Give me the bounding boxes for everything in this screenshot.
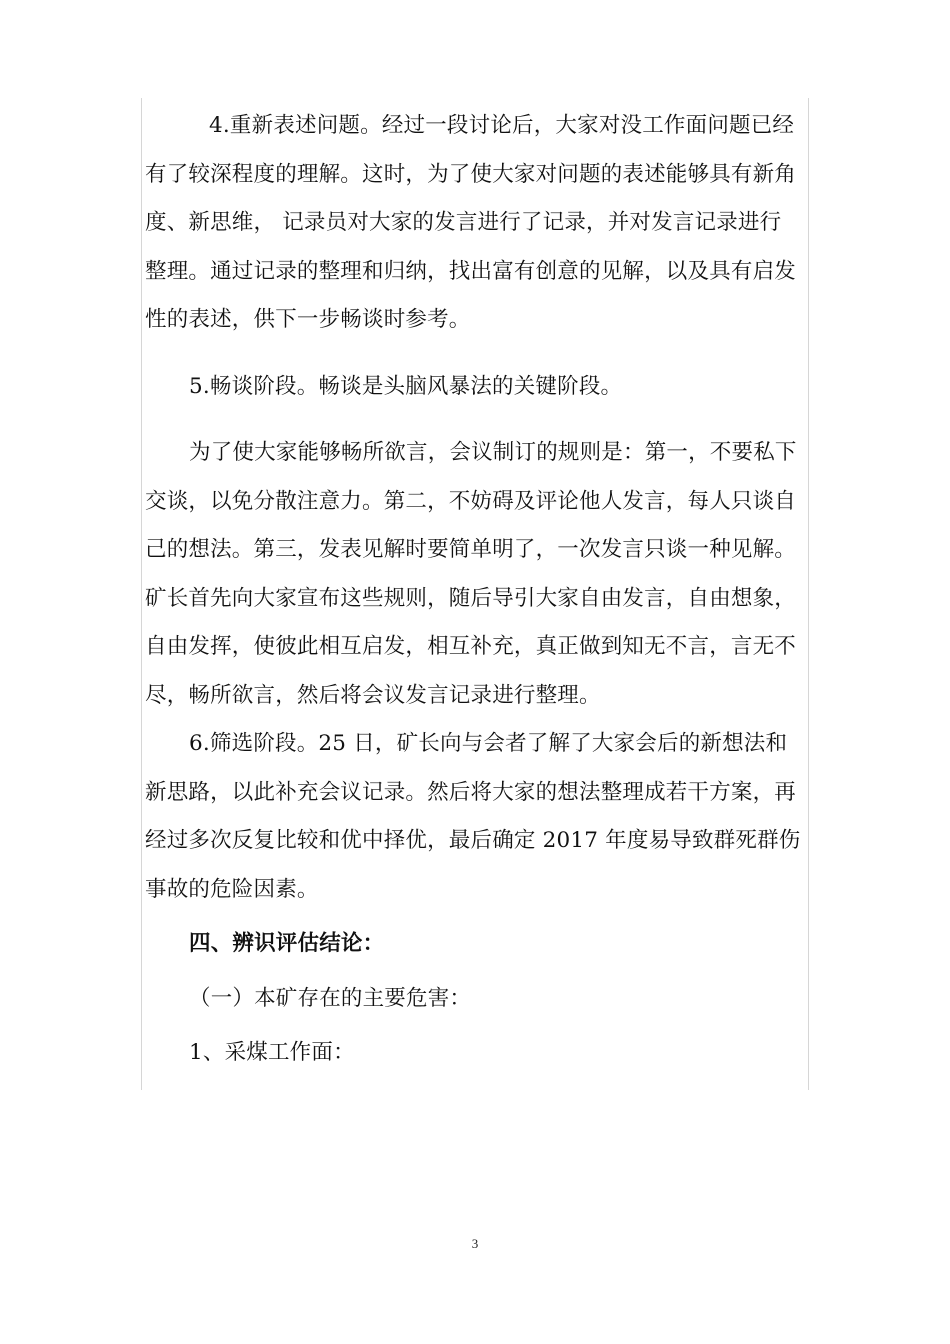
item-heading: [145, 1029, 815, 1078]
text-line: 己的想法。第三，发表见解时要简单明了，一次发言只谈一种见解。: [145, 537, 797, 562]
text-line: 有了较深程度的理解。这时，为了使大家对问题的表述能够具有新角: [145, 161, 797, 187]
text-line: 经过多次反复比较和优中择优，最后确定 2017 年度易导致群死群伤: [145, 828, 801, 853]
item-heading-text: 1、采煤工作面：: [189, 1040, 355, 1065]
text-line: 5.畅谈阶段。畅谈是头脑风暴法的关键阶段。: [189, 373, 623, 399]
paragraph-restate-problem: [145, 102, 815, 345]
text-line: 为了使大家能够畅所欲言，会议制订的规则是：第一，不要私下: [189, 440, 797, 465]
text-line: 6.筛选阶段。25 日，矿长向与会者了解了大家会后的新想法和: [189, 731, 788, 756]
text-line: 性的表述，供下一步畅谈时参考。: [145, 307, 471, 332]
text-line: 度、新思维， 记录员对大家的发言进行了记录，并对发言记录进行: [145, 210, 782, 235]
text-line: 整理。通过记录的整理和归纳，找出富有创意的见解，以及具有启发: [145, 258, 797, 284]
section-heading-text: 四、辨识评估结论：: [189, 931, 385, 956]
document-body: [145, 102, 815, 1078]
text-line: 矿长首先向大家宣布这些规则，随后导引大家自由发言，自由想象，: [145, 585, 797, 611]
paragraph-discussion-stage: [145, 363, 815, 412]
page-border-left: [141, 98, 142, 1090]
text-line: 4.重新表述问题。经过一段讨论后，大家对没工作面问题已经: [209, 113, 795, 138]
paragraph-spacer: [145, 345, 815, 363]
text-line: 交谈，以免分散注意力。第二，不妨碍及评论他人发言，每人只谈自: [145, 488, 797, 514]
text-line: 尽，畅所欲言，然后将会议发言记录进行整理。: [145, 682, 601, 708]
paragraph-meeting-rules: [145, 429, 815, 720]
section-heading: [145, 920, 815, 969]
text-line: 事故的危险因素。: [145, 876, 319, 902]
subsection-heading: [145, 975, 815, 1024]
subsection-heading-text: （一）本矿存在的主要危害：: [189, 985, 472, 1011]
text-line: 新思路，以此补充会议记录。然后将大家的想法整理成若干方案，再: [145, 779, 797, 805]
text-line: 自由发挥，使彼此相互启发，相互补充，真正做到知无不言，言无不: [145, 634, 797, 659]
paragraph-spacer: [145, 411, 815, 429]
paragraph-screening-stage: [145, 720, 815, 914]
page-number: 3: [471, 1236, 479, 1251]
